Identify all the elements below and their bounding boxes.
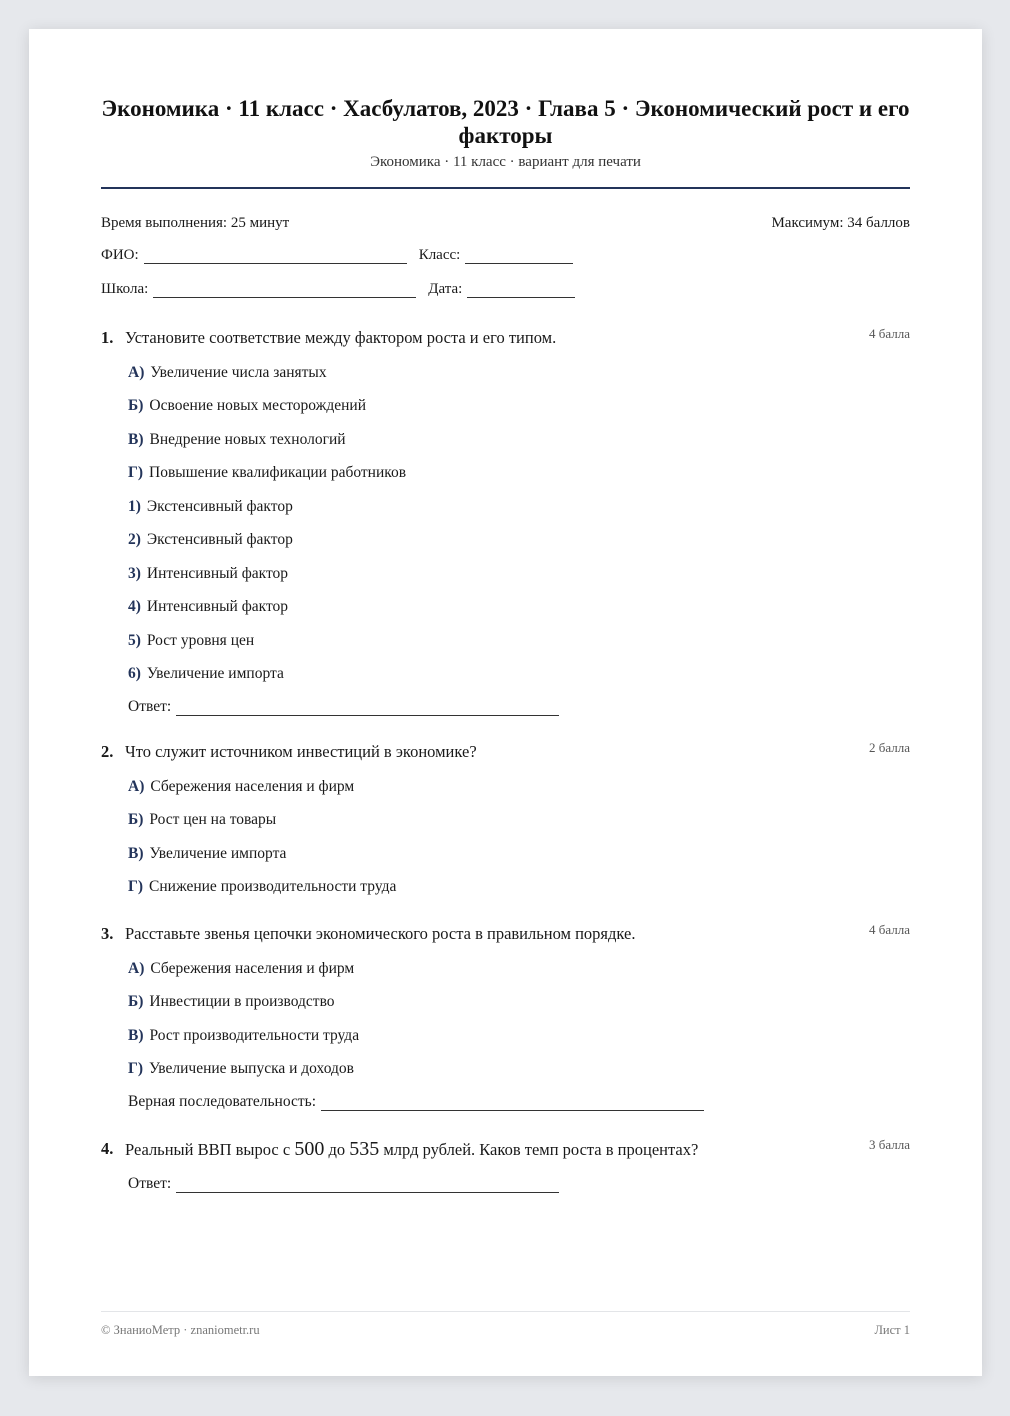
option-text: Снижение производительности труда xyxy=(149,878,397,895)
question-header xyxy=(101,328,910,348)
answer-blank[interactable] xyxy=(176,701,559,716)
question-number: 2. xyxy=(101,742,114,761)
option-text: Экстенсивный фактор xyxy=(146,497,293,515)
option-item xyxy=(128,498,910,516)
class-label: Класс: xyxy=(418,247,461,263)
option-item xyxy=(128,993,910,1011)
option-item xyxy=(128,1027,910,1045)
option-item xyxy=(128,778,910,796)
question-header xyxy=(101,924,910,944)
option-item xyxy=(128,364,910,382)
question-3 xyxy=(101,924,910,1111)
worksheet-content xyxy=(101,29,910,1193)
question-text xyxy=(125,1139,698,1160)
option-text: Увеличение выпуска и доходов xyxy=(149,1060,354,1077)
option-label: Б) xyxy=(128,993,144,1010)
question-points: 3 балла xyxy=(869,1137,910,1152)
answer-blank[interactable] xyxy=(321,1096,704,1111)
value-start: 500 xyxy=(294,1138,325,1160)
header-divider xyxy=(101,187,910,189)
option-text: Рост уровня цен xyxy=(146,631,255,649)
question-1 xyxy=(101,328,910,716)
option-label: 6) xyxy=(128,665,141,682)
option-text: Увеличение импорта xyxy=(149,844,287,862)
option-item xyxy=(128,845,910,863)
question-text: Что служит источником инвестиций в экономике? xyxy=(125,742,477,761)
page-title: Экономика · 11 класс · Хасбулатов, 2023 · Глава 5 · Экономический рост и его факторы xyxy=(101,96,910,148)
question-text-part: до xyxy=(324,1140,350,1159)
option-label: Г) xyxy=(128,1060,144,1077)
date-blank[interactable] xyxy=(467,283,575,298)
option-label: Г) xyxy=(128,878,144,895)
answer-label: Ответ: xyxy=(128,1175,172,1192)
question-text: Расставьте звенья цепочки экономического роста в правильном порядке. xyxy=(125,924,636,943)
max-score: Максимум: 34 баллов xyxy=(771,215,910,231)
class-blank[interactable] xyxy=(465,249,573,264)
option-item xyxy=(128,632,910,650)
answer-row xyxy=(128,698,910,716)
option-text: Рост цен на товары xyxy=(149,811,277,828)
option-text: Инвестиции в производство xyxy=(149,993,335,1010)
option-text: Освоение новых месторождений xyxy=(149,397,367,414)
answer-label: Ответ: xyxy=(128,698,172,715)
question-number: 1. xyxy=(101,328,114,347)
fio-label: ФИО: xyxy=(101,247,139,263)
option-text: Сбережения населения и фирм xyxy=(150,959,355,977)
option-item xyxy=(128,431,910,449)
option-text: Увеличение числа занятых xyxy=(150,363,327,381)
question-text-part: Реальный ВВП вырос с xyxy=(125,1140,295,1159)
page-number: Лист 1 xyxy=(874,1323,910,1337)
question-points: 4 балла xyxy=(869,922,910,937)
option-label: А) xyxy=(128,959,145,977)
option-text: Сбережения населения и фирм xyxy=(150,777,355,795)
option-label: А) xyxy=(128,363,145,381)
option-text: Увеличение импорта xyxy=(146,665,284,682)
time-limit: Время выполнения: 25 минут xyxy=(101,215,290,231)
option-text: Повышение квалификации работников xyxy=(149,464,407,481)
option-text: Внедрение новых технологий xyxy=(149,430,346,448)
question-header xyxy=(101,1139,910,1160)
option-item xyxy=(128,960,910,978)
option-item xyxy=(128,878,910,896)
question-number: 4. xyxy=(101,1139,114,1158)
answer-row xyxy=(128,1175,910,1193)
question-number: 3. xyxy=(101,924,114,943)
option-label: В) xyxy=(128,844,144,862)
footer-divider xyxy=(101,1311,910,1312)
info-row xyxy=(101,214,910,232)
question-4 xyxy=(101,1139,910,1193)
option-label: 3) xyxy=(128,564,141,582)
worksheet-page xyxy=(29,29,982,1376)
option-item xyxy=(128,464,910,482)
option-text: Интенсивный фактор xyxy=(146,564,289,582)
option-item xyxy=(128,1060,910,1078)
option-item xyxy=(128,811,910,829)
option-item xyxy=(128,397,910,415)
field-row-school-date xyxy=(101,280,910,298)
option-text: Интенсивный фактор xyxy=(146,598,289,615)
question-text: Установите соответствие между фактором роста и его типом. xyxy=(125,328,557,347)
option-label: Б) xyxy=(128,397,144,414)
question-header xyxy=(101,742,910,762)
question-points: 4 балла xyxy=(869,326,910,341)
option-label: Г) xyxy=(128,464,144,481)
field-row-fio-class xyxy=(101,246,910,264)
option-item xyxy=(128,565,910,583)
date-label: Дата: xyxy=(428,281,463,297)
value-end: 535 xyxy=(349,1138,380,1160)
option-text: Рост производительности труда xyxy=(149,1026,360,1044)
question-points: 2 балла xyxy=(869,740,910,755)
question-text-part: млрд рублей. Каков темп роста в процентах? xyxy=(379,1140,699,1159)
school-blank[interactable] xyxy=(153,283,416,298)
option-text: Экстенсивный фактор xyxy=(146,531,293,548)
question-2 xyxy=(101,742,910,896)
answer-row xyxy=(128,1093,910,1111)
option-label: А) xyxy=(128,777,145,795)
option-label: В) xyxy=(128,1026,144,1044)
page-subtitle: Экономика · 11 класс · вариант для печати xyxy=(370,154,641,170)
option-label: 2) xyxy=(128,531,141,548)
answer-label: Верная последовательность: xyxy=(128,1093,317,1110)
option-item xyxy=(128,598,910,616)
answer-blank[interactable] xyxy=(176,1178,559,1193)
option-label: 1) xyxy=(128,497,141,515)
option-label: В) xyxy=(128,430,144,448)
option-item xyxy=(128,665,910,683)
page-footer xyxy=(101,1323,910,1338)
option-item xyxy=(128,531,910,549)
option-label: 4) xyxy=(128,598,141,615)
school-label: Школа: xyxy=(101,281,149,297)
fio-blank[interactable] xyxy=(144,249,407,264)
footer-copyright: © ЗнаниоМетр · znaniometr.ru xyxy=(101,1323,260,1337)
option-label: Б) xyxy=(128,811,144,828)
option-label: 5) xyxy=(128,631,141,649)
